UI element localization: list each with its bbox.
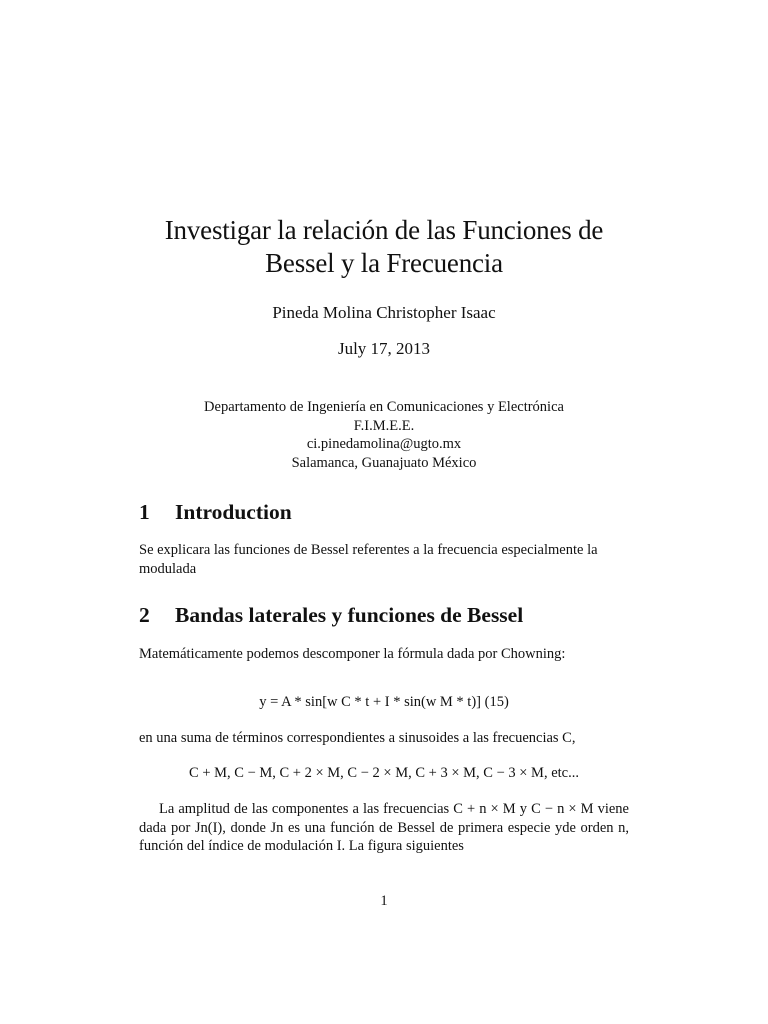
section-title: Bandas laterales y funciones de Bessel bbox=[175, 603, 524, 627]
section-number: 1 bbox=[139, 500, 150, 524]
section-title: Introduction bbox=[175, 500, 292, 524]
paper-title-line-1: Investigar la relación de las Funciones de bbox=[164, 215, 604, 245]
paper-title-line-2: Bessel y la Frecuencia bbox=[265, 248, 503, 278]
introduction-paragraph: Se explicara las funciones de Bessel referentes a la frecuencia especialmente la modulada bbox=[139, 542, 598, 577]
affiliation-location: Salamanca, Guanajuato México bbox=[291, 454, 477, 471]
section-2-intro-paragraph: Matemáticamente podemos descomponer la fórmula dada por Chowning: bbox=[139, 646, 566, 662]
amplitude-paragraph-text: La amplitud de las componentes a las frecuencias C + n × M y C − n × M viene dada por Jn(I), donde Jn es una función de Bessel de primera especie yde orden n, función del índice de modulación I. La figura siguientes bbox=[139, 801, 629, 854]
sideband-frequencies-line: C + M, C − M, C + 2 × M, C − 2 × M, C + 3 × M, C − 3 × M, etc... bbox=[189, 765, 579, 781]
affiliation-department: Departamento de Ingeniería en Comunicaciones y Electrónica bbox=[204, 399, 564, 415]
affiliation-block bbox=[100, 398, 668, 472]
amplitude-paragraph bbox=[139, 800, 629, 856]
section-heading-introduction bbox=[139, 500, 292, 525]
author-name: Pineda Molina Christopher Isaac bbox=[272, 303, 496, 322]
section-heading-bandas-laterales bbox=[139, 603, 523, 628]
section-2-after-equation-paragraph: en una suma de términos correspondientes a sinusoides a las frecuencias C, bbox=[139, 730, 576, 746]
chowning-equation: y = A * sin[w C * t + I * sin(w M * t)] (15) bbox=[259, 694, 509, 710]
section-number: 2 bbox=[139, 603, 150, 627]
affiliation-email: ci.pinedamolina@ugto.mx bbox=[306, 436, 462, 452]
publication-date: July 17, 2013 bbox=[337, 339, 431, 358]
paper-title bbox=[100, 214, 668, 280]
page-number: 1 bbox=[380, 893, 388, 909]
affiliation-faculty: F.I.M.E.E. bbox=[353, 417, 415, 434]
